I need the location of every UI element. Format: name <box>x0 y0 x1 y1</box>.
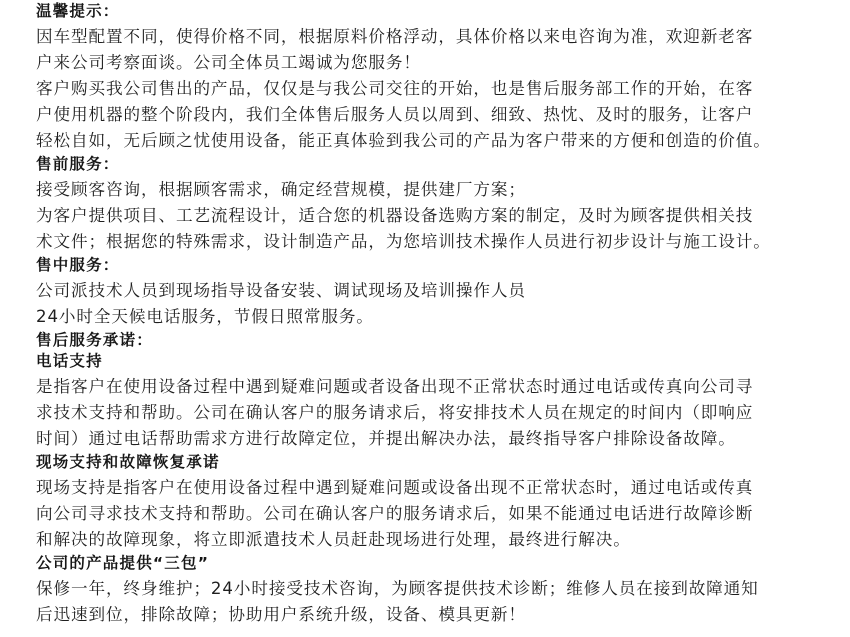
paragraph-line: 求技术支持和帮助。公司在确认客户的服务请求后，将安排技术人员在规定的时间内（即响应 <box>36 403 754 422</box>
paragraph-line: 时间）通过电话帮助需求方进行故障定位，并提出解决办法，最终指导客户排除设备故障。 <box>36 429 736 448</box>
heading-in-sales: 售中服务： <box>36 256 120 274</box>
paragraph-line: 因车型配置不同，使得价格不同，根据原料价格浮动，具体价格以来电咨询为准，欢迎新老客 <box>36 27 754 46</box>
paragraph-line: 户来公司考察面谈。公司全体员工竭诚为您服务！ <box>36 53 421 72</box>
paragraph-line: 保修一年，终身维护；24小时接受技术咨询，为顾客提供技术诊断；维修人员在接到故障通知 <box>36 579 759 598</box>
paragraph-line: 和解决的故障现象，将立即派遣技术人员赶赴现场进行处理，最终进行解决。 <box>36 530 631 549</box>
heading-three-guarantees: 公司的产品提供“三包” <box>36 554 210 572</box>
paragraph-line: 接受顾客咨询，根据顾客需求，确定经营规模，提供建厂方案； <box>36 180 526 199</box>
paragraph-line: 公司派技术人员到现场指导设备安装、调试现场及培训操作人员 <box>36 281 526 300</box>
paragraph-line: 24小时全天候电话服务，节假日照常服务。 <box>36 307 374 326</box>
paragraph-line: 客户购买我公司售出的产品，仅仅是与我公司交往的开始，也是售后服务部工作的开始，在客 <box>36 79 754 98</box>
paragraph-line: 轻松自如，无后顾之忧使用设备，能正真体验到我公司的产品为客户带来的方便和创造的价值。 <box>36 131 771 150</box>
paragraph-line: 后迅速到位，排除故障；协助用户系统升级，设备、模具更新！ <box>36 605 526 624</box>
heading-after-sales: 售后服务承诺： <box>36 331 153 349</box>
paragraph-line: 术文件；根据您的特殊需求，设计制造产品，为您培训技术操作人员进行初步设计与施工设计。 <box>36 232 771 251</box>
paragraph-line: 是指客户在使用设备过程中遇到疑难问题或者设备出现不正常状态时通过电话或传真向公司寻 <box>36 377 754 396</box>
heading-pre-sales: 售前服务： <box>36 155 120 173</box>
paragraph-line: 向公司寻求技术支持和帮助。公司在确认客户的服务请求后，如果不能通过电话进行故障诊断 <box>36 504 754 523</box>
paragraph-line: 户使用机器的整个阶段内，我们全体售后服务人员以周到、细致、热忱、及时的服务，让客户 <box>36 105 754 124</box>
paragraph-line: 现场支持是指客户在使用设备过程中遇到疑难问题或设备出现不正常状态时，通过电话或传真 <box>36 478 754 497</box>
heading-phone-support: 电话支持 <box>36 352 103 370</box>
heading-warm-tips: 温馨提示： <box>36 2 120 20</box>
heading-onsite-support: 现场支持和故障恢复承诺 <box>36 453 220 471</box>
paragraph-line: 为客户提供项目、工艺流程设计，适合您的机器设备选购方案的制定，及时为顾客提供相关技 <box>36 206 754 225</box>
